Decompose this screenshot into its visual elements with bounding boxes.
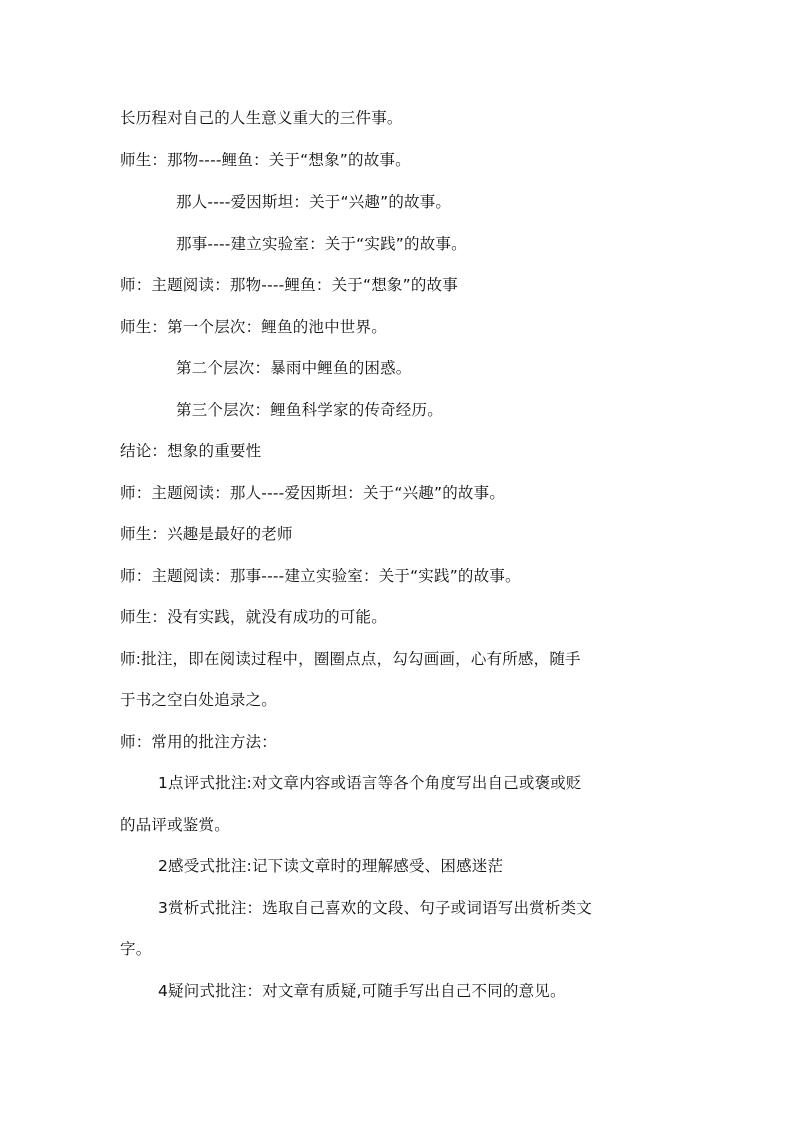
text-line: 第三个层次：鲤鱼科学家的传奇经历。 <box>176 401 443 419</box>
text-line: 第二个层次：暴雨中鲤鱼的困惑。 <box>176 359 412 377</box>
text-line: 师生：第一个层次：鲤鱼的池中世界。 <box>120 318 387 336</box>
text-line: 师生：没有实践，就没有成功的可能。 <box>120 608 387 626</box>
text-line: 结论：想象的重要性 <box>120 442 262 460</box>
text-line: 师：常用的批注方法： <box>120 733 278 751</box>
text-line: 师：主题阅读：那事----建立实验室：关于“实践”的故事。 <box>120 567 521 585</box>
text-line: 长历程对自己的人生意义重大的三件事。 <box>120 109 403 127</box>
text-line: 师生：那物----鲤鱼：关于“想象”的故事。 <box>120 151 411 169</box>
text-line: 字。 <box>120 940 152 958</box>
text-line: 师：主题阅读：那物----鲤鱼：关于“想象”的故事 <box>120 276 458 294</box>
text-line: 师生：兴趣是最好的老师 <box>120 525 293 543</box>
text-line: 于书之空白处追录之。 <box>120 691 278 709</box>
text-line: 2感受式批注:记下读文章时的理解感受、困感迷茫 <box>158 857 504 875</box>
text-line: 的品评或鉴赏。 <box>120 816 230 834</box>
text-line: 那事----建立实验室：关于“实践”的故事。 <box>176 235 467 253</box>
text-line: 1点评式批注:对文章内容或语言等各个角度写出自己或褒或贬 <box>158 774 582 792</box>
text-line: 那人----爱因斯坦：关于“兴趣”的故事。 <box>176 193 452 211</box>
text-line: 4疑问式批注：对文章有质疑,可随手写出自己不同的意见。 <box>158 982 566 1000</box>
text-line: 师:批注，即在阅读过程中，圈圈点点，勾勾画画，心有所感，随手 <box>120 650 581 668</box>
text-line: 3赏析式批注：选取自己喜欢的文段、句子或词语写出赏析类文 <box>158 899 592 917</box>
text-line: 师：主题阅读：那人----爱因斯坦：关于“兴趣”的故事。 <box>120 484 506 502</box>
